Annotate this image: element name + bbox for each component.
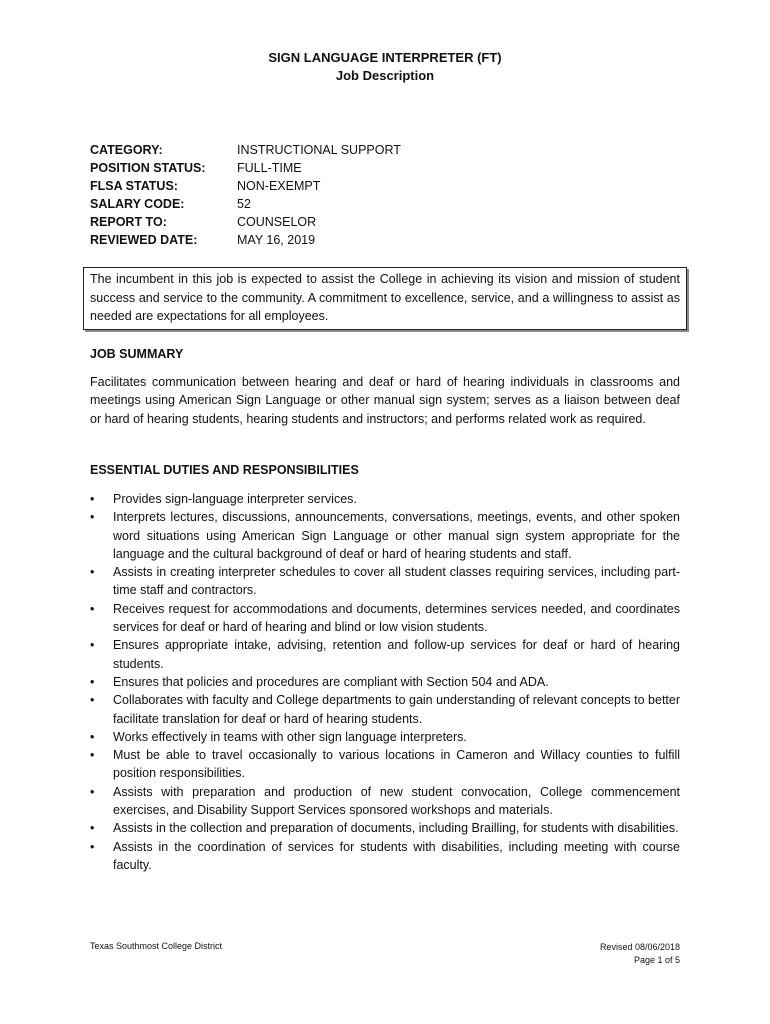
meta-label: REPORT TO: [90, 215, 167, 229]
footer-revision-info [600, 941, 680, 967]
list-item [90, 490, 680, 508]
bullet-icon: • [90, 729, 95, 744]
duty-text: Collaborates with faculty and College departments to gain understanding of relevant concepts to better facilitate translation for deaf or hard of hearing students. [113, 693, 681, 726]
meta-label: FLSA STATUS: [90, 179, 178, 193]
meta-row-flsa-status [90, 177, 401, 195]
footer-revised-date: Revised 08/06/2018 [599, 942, 680, 952]
bullet-icon: • [90, 674, 95, 689]
list-item [90, 636, 680, 673]
meta-label: REVIEWED DATE: [90, 233, 198, 247]
footer-organization: Texas Southmost College District [90, 941, 223, 951]
duty-text: Works effectively in teams with other sign language interpreters. [113, 729, 467, 744]
essential-duties-list [90, 490, 680, 874]
document-title: SIGN LANGUAGE INTERPRETER (FT) [268, 50, 502, 65]
bullet-icon: • [90, 839, 95, 854]
list-item [90, 508, 680, 563]
duty-text: Assists with preparation and production of new student convocation, College commencement exercises, and Disability Support Services sponsored workshops and materials. [113, 784, 680, 818]
mission-statement-box: The incumbent in this job is expected to assist the College in achieving its vision and mission of student success and service to the community. A commitment to excellence, service, and a willingness to assist as needed are expectations for all employees. [83, 267, 687, 330]
meta-value: MAY 16, 2019 [237, 233, 316, 247]
position-details [90, 141, 401, 249]
bullet-icon: • [90, 638, 95, 653]
duty-text: Provides sign-language interpreter services. [113, 492, 357, 506]
list-item [90, 783, 680, 820]
bullet-icon: • [90, 601, 95, 616]
list-item [90, 838, 680, 875]
meta-label: CATEGORY: [90, 143, 163, 157]
duty-text: Ensures that policies and procedures are compliant with Section 504 and ADA. [113, 674, 549, 689]
list-item [90, 746, 680, 783]
bullet-icon: • [90, 821, 95, 836]
meta-value: INSTRUCTIONAL SUPPORT [237, 143, 401, 157]
bullet-icon: • [90, 693, 95, 708]
bullet-icon: • [90, 748, 95, 763]
duty-text: Assists in the coordination of services for students with disabilities, including meeting with course faculty. [113, 839, 680, 872]
meta-row-category [90, 141, 401, 159]
list-item [90, 819, 680, 837]
list-item [90, 600, 680, 637]
bullet-icon: • [90, 784, 95, 799]
job-summary-heading: JOB SUMMARY [90, 347, 184, 361]
duty-text: Must be able to travel occasionally to various locations in Cameron and Willacy counties to fulfill position responsibilities. [113, 748, 680, 781]
duty-text: Ensures appropriate intake, advising, retention and follow-up services for deaf or hard of hearing students. [113, 638, 680, 671]
meta-value: 52 [237, 197, 251, 211]
meta-row-salary-code [90, 195, 401, 213]
bullet-icon: • [90, 492, 95, 506]
duty-text: Assists in the collection and preparation of documents, including Brailling, for students with disabilities. [113, 821, 679, 836]
job-summary-text: Facilitates communication between hearing and deaf or hard of hearing individuals in classrooms and meetings using American Sign Language or other manual sign system; serves as a liaison between deaf or hard of hearing students, hearing students and instructors; and performs related work as required. [90, 375, 680, 426]
meta-row-report-to [90, 213, 401, 231]
meta-label: SALARY CODE: [90, 197, 185, 211]
footer-page-number: Page 1 of 5 [633, 955, 680, 965]
meta-value: COUNSELOR [237, 215, 317, 229]
duty-text: Interprets lectures, discussions, announcements, conversations, meetings, events, and other spoken word situations using American Sign Language or other manual sign system appropriate for the language and the cultural background of deaf or hard of hearing students and staff. [113, 510, 680, 561]
meta-value: NON-EXEMPT [237, 179, 321, 193]
essential-duties-heading: ESSENTIAL DUTIES AND RESPONSIBILITIES [90, 463, 359, 477]
list-item [90, 563, 680, 600]
bullet-icon: • [90, 565, 95, 580]
duty-text: Assists in creating interpreter schedules to cover all student classes requiring services, including part-time staff and contractors. [113, 565, 680, 598]
bullet-icon: • [90, 510, 95, 525]
list-item [90, 728, 680, 746]
meta-value: FULL-TIME [237, 161, 302, 175]
list-item [90, 673, 680, 691]
duty-text: Receives request for accommodations and documents, determines services needed, and coordinates services for deaf or hard of hearing and blind or low vision students. [113, 601, 680, 635]
meta-row-position-status [90, 159, 401, 177]
meta-row-reviewed-date [90, 231, 401, 249]
list-item [90, 691, 680, 728]
meta-label: POSITION STATUS: [90, 161, 206, 175]
document-subtitle: Job Description [335, 68, 435, 83]
